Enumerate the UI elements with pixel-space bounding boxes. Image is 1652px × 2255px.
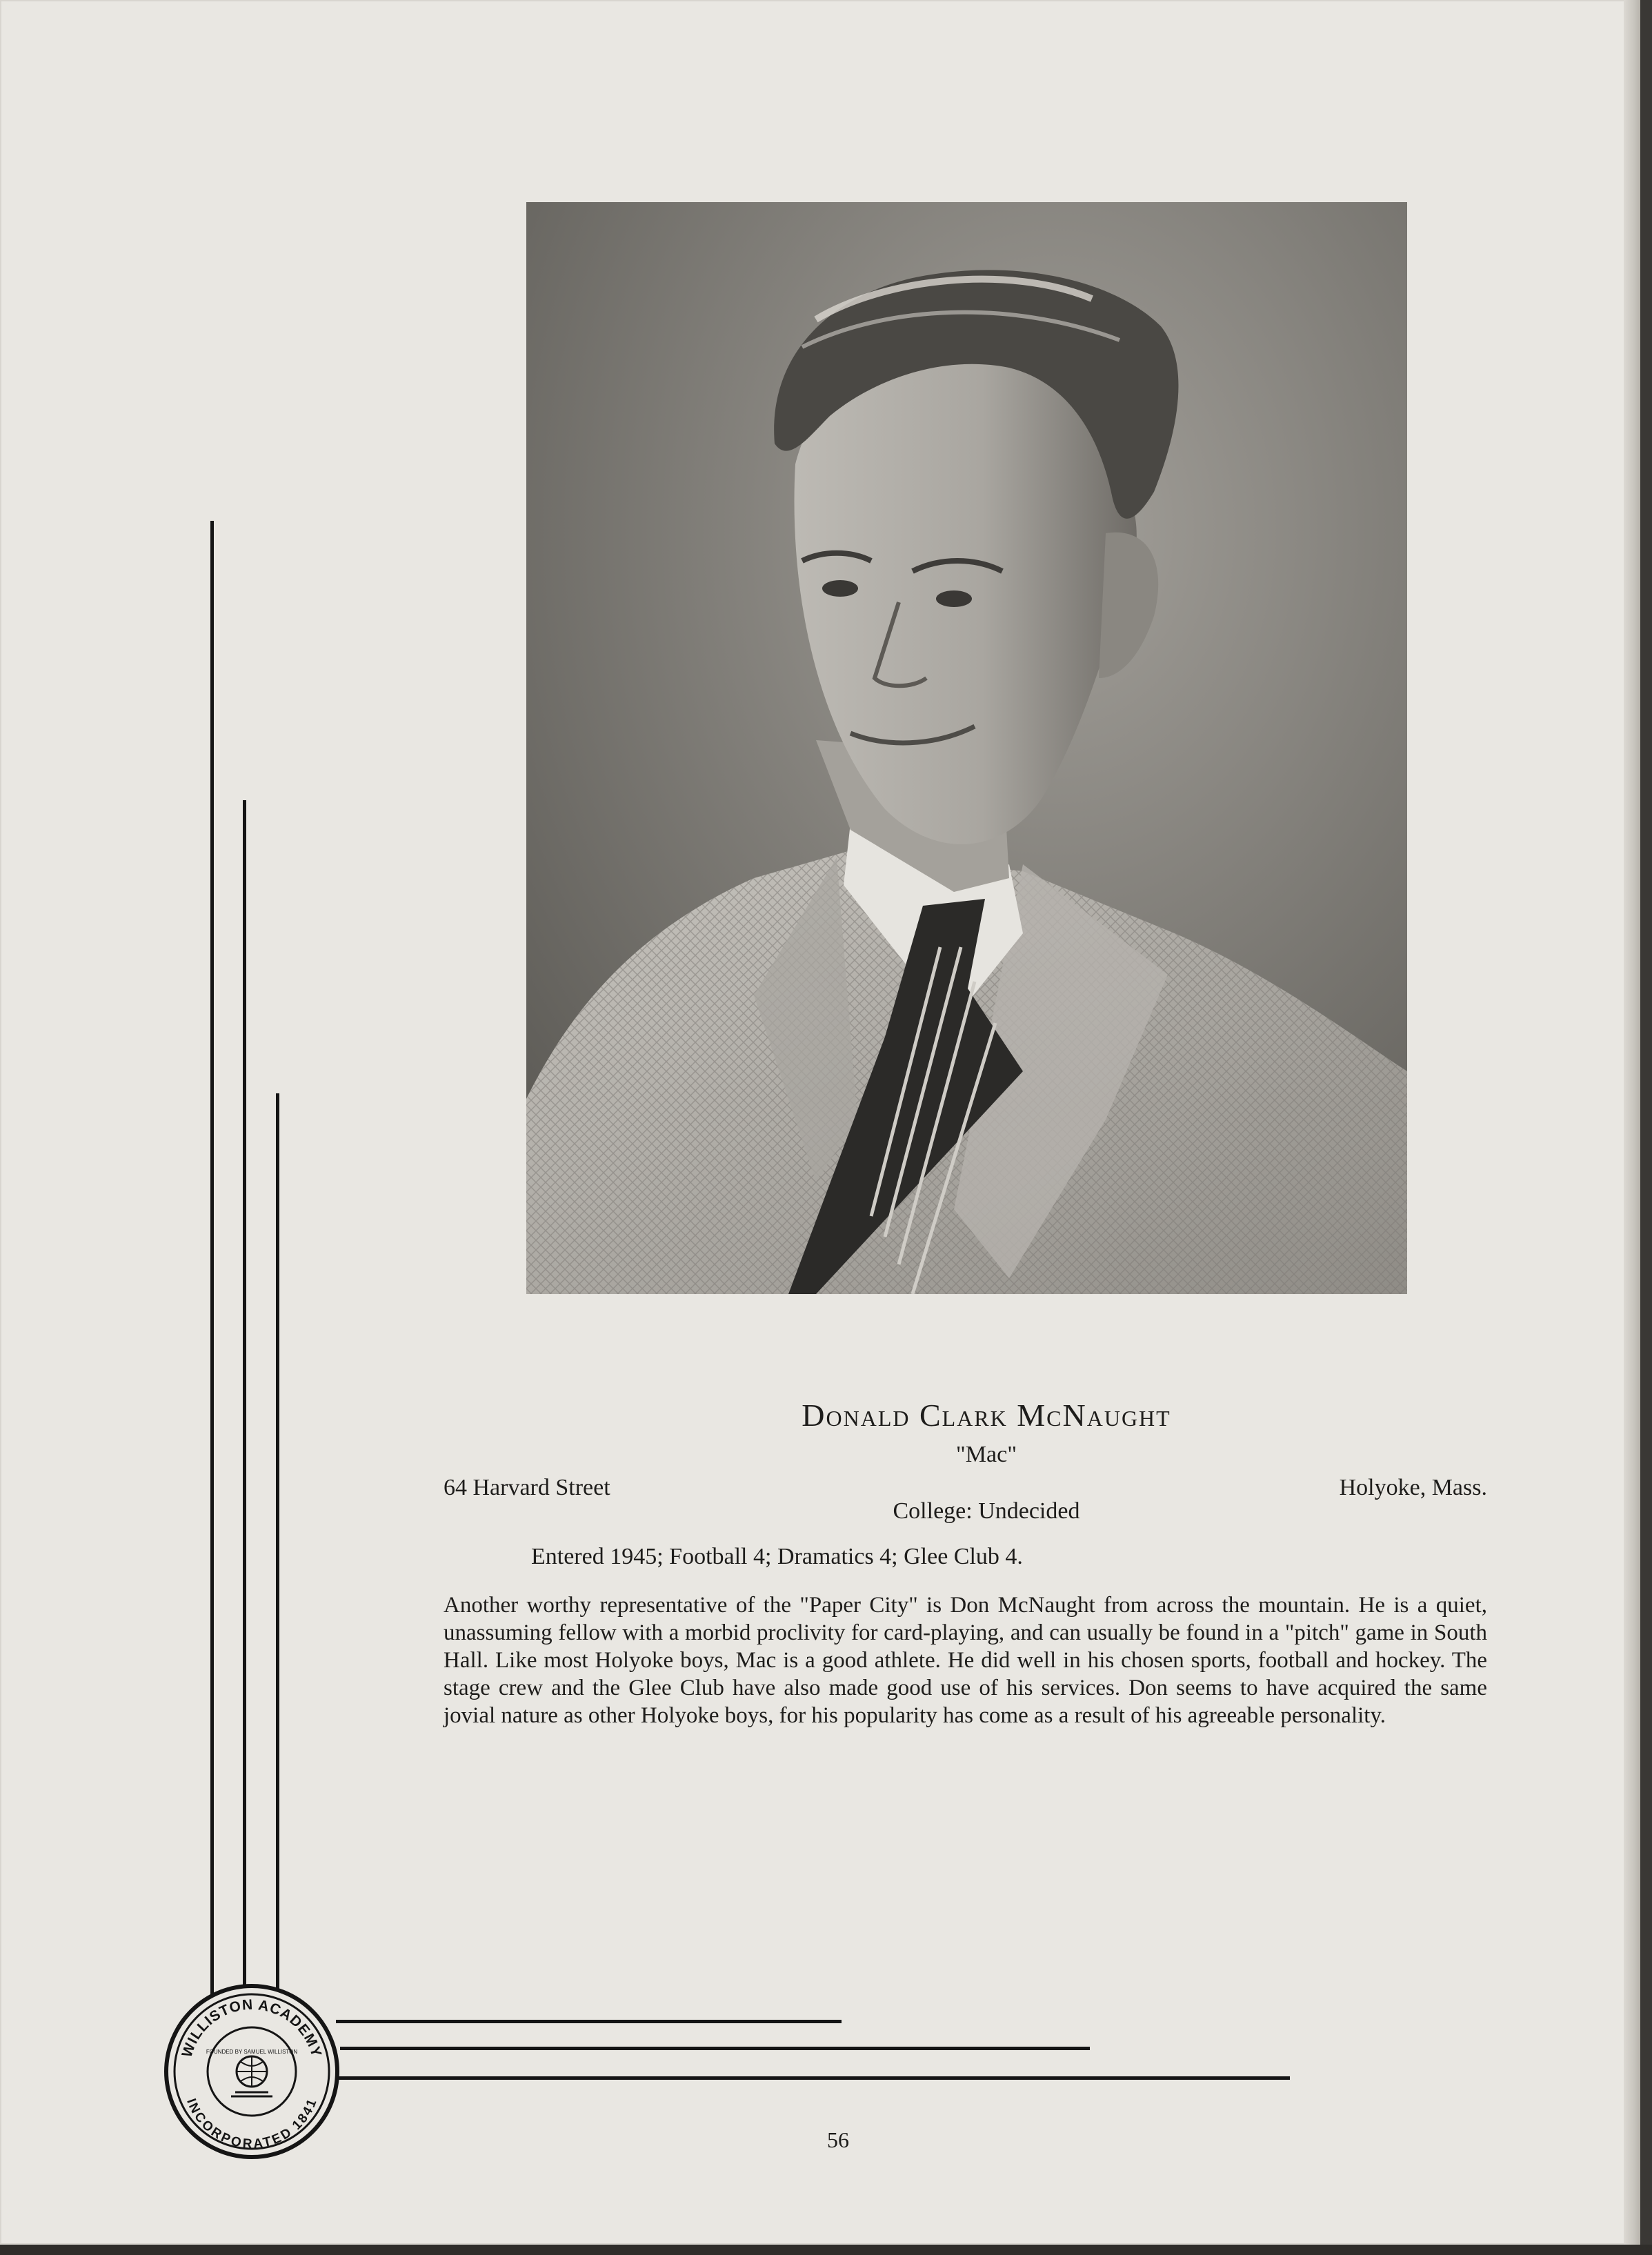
horizontal-rule-2 [340, 2047, 1090, 2050]
scan-bottom-edge [0, 2245, 1652, 2255]
student-college: College: Undecided [893, 1498, 1080, 1524]
vertical-rule-1 [210, 521, 214, 2027]
student-biography: Another worthy representative of the "Paper City" is Don McNaught from across the mountain. He is a quiet, unassuming fellow with a morbid proclivity for card-playing, and can usually be found in a "pitch" game in South Hall. Like most Holyoke boys, Mac is a good athlete. He did well in his chosen sports, football and hockey. The stage crew and the Glee Club have also made good use of his services. Don seems to have acquired the same jovial nature as other Holyoke boys, for his popularity has come as a result of his agreeable personality. [444, 1593, 1487, 1728]
portrait-photo [526, 202, 1407, 1294]
binding-edge [1624, 0, 1640, 2245]
page-number: 56 [827, 2127, 849, 2152]
seal-text-bottom: INCORPORATED 1841 [183, 2096, 320, 2152]
vertical-rule-2 [243, 800, 246, 1999]
student-address: 64 Harvard Street [444, 1475, 610, 1500]
vertical-rule-3 [276, 1093, 279, 2011]
horizontal-rule-3 [336, 2076, 1290, 2080]
horizontal-rule-1 [336, 2020, 842, 2023]
student-nickname: "Mac" [955, 1442, 1017, 1467]
student-name: Donald Clark McNaught [802, 1398, 1171, 1433]
academy-seal [163, 1983, 341, 2160]
student-record: Entered 1945; Football 4; Dramatics 4; Glee Club 4. [531, 1544, 1023, 1569]
seal-text-inner: FOUNDED BY SAMUEL WILLISTON [206, 2049, 298, 2055]
student-city: Holyoke, Mass. [1339, 1475, 1487, 1500]
portrait-illustration [526, 202, 1407, 1294]
seal-text-top: WILLISTON ACADEMY [179, 1996, 325, 2060]
